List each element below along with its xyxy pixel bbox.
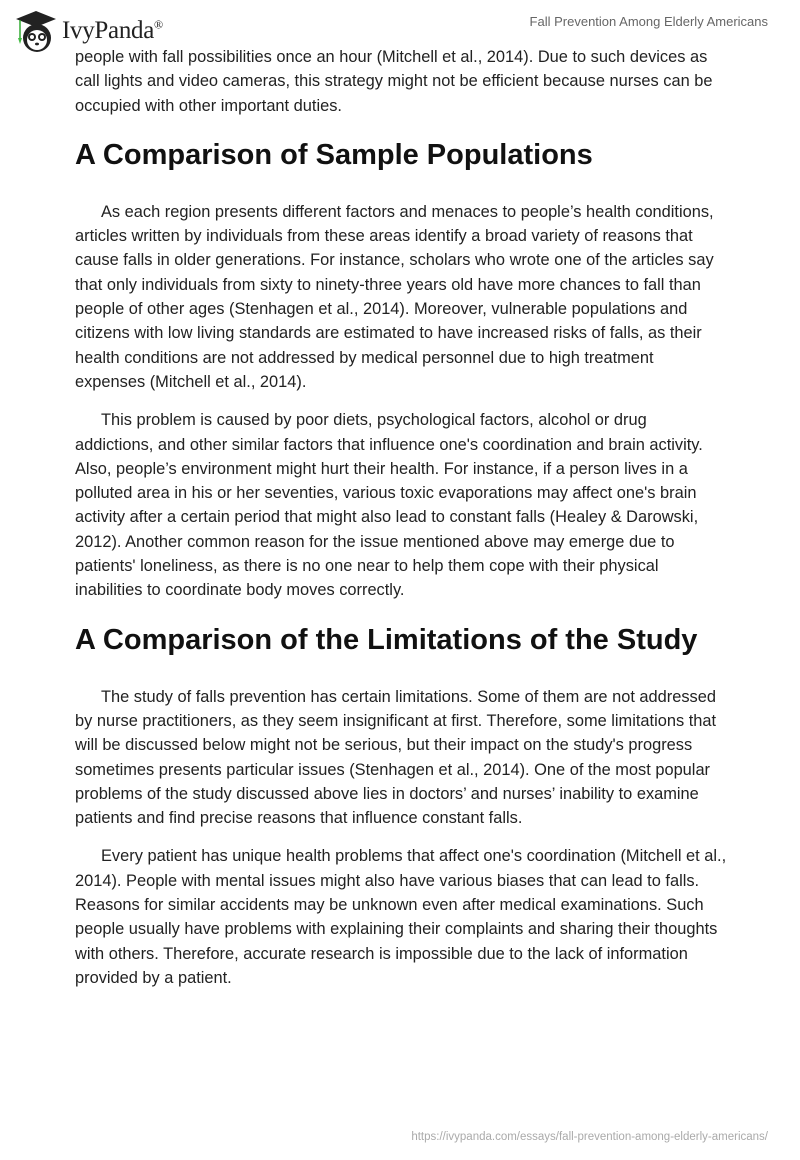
paragraph: The study of falls prevention has certain limitations. Some of them are not addressed by nurse practitioners, as they seem insignificant at first. Therefore, some limitations that will be discussed below might not be serious, but their impact on the study's progress sometimes presents particular issues (Stenhagen et al., 2014). One of the most popular problems of the study discussed above lies in doctors’ and nurses’ inability to examine patients and find precise reasons that influence constant falls. <box>75 687 717 828</box>
essay-body <box>75 45 727 1004</box>
source-url-link[interactable]: https://ivypanda.com/essays/fall-prevention-among-elderly-americans/ <box>411 1131 768 1143</box>
logo-text: IvyPanda <box>62 17 155 44</box>
panda-graduate-icon <box>14 8 58 54</box>
paragraph: people with fall possibilities once an hour (Mitchell et al., 2014). Due to such devices as call lights and video cameras, this strategy might not be efficient because nurses can be occupied with other important duties. <box>75 48 713 115</box>
paragraph: As each region presents different factors and menaces to people’s health conditions, articles written by individuals from these areas identify a broad variety of reasons that cause falls in older generations. For instance, scholars who wrote one of the articles say that only individuals from sixty to ninety-three years old have more chances to fall than people of other ages (Stenhagen et al., 2014). Moreover, vulnerable populations and citizens with low living standards are estimated to have increased risks of falls, as their health conditions are not addressed by medical personnel due to high treatment expenses (Mitchell et al., 2014). <box>75 202 714 391</box>
paragraph: This problem is caused by poor diets, psychological factors, alcohol or drug addictions, and other similar factors that influence one's coordination and brain activity. Also, people’s environment might hurt their health. For instance, if a person lives in a polluted area in his or her seventies, various toxic evaporations may affect one's brain activity after a certain period that might also lead to constant falls (Healey & Darowski, 2012). Another common reason for the issue mentioned above may emerge due to patients' loneliness, as there is no one near to help them cope with their physical inabilities to coordinate body moves correctly. <box>75 411 703 600</box>
registered-mark: ® <box>154 17 163 32</box>
section-heading: A Comparison of the Limitations of the Study <box>75 623 698 656</box>
document-title: Fall Prevention Among Elderly Americans <box>529 14 768 29</box>
paragraph: Every patient has unique health problems that affect one's coordination (Mitchell et al., 2014). People with mental issues might also have various biases that can lead to falls. Reasons for similar accidents may be unknown even after medical examinations. Such people usually have problems with explaining their complaints and sharing their thoughts with others. Therefore, accurate research is impossible due to the lack of information provided by a patient. <box>75 847 727 987</box>
section-heading: A Comparison of Sample Populations <box>75 138 593 171</box>
page-header <box>0 0 800 50</box>
